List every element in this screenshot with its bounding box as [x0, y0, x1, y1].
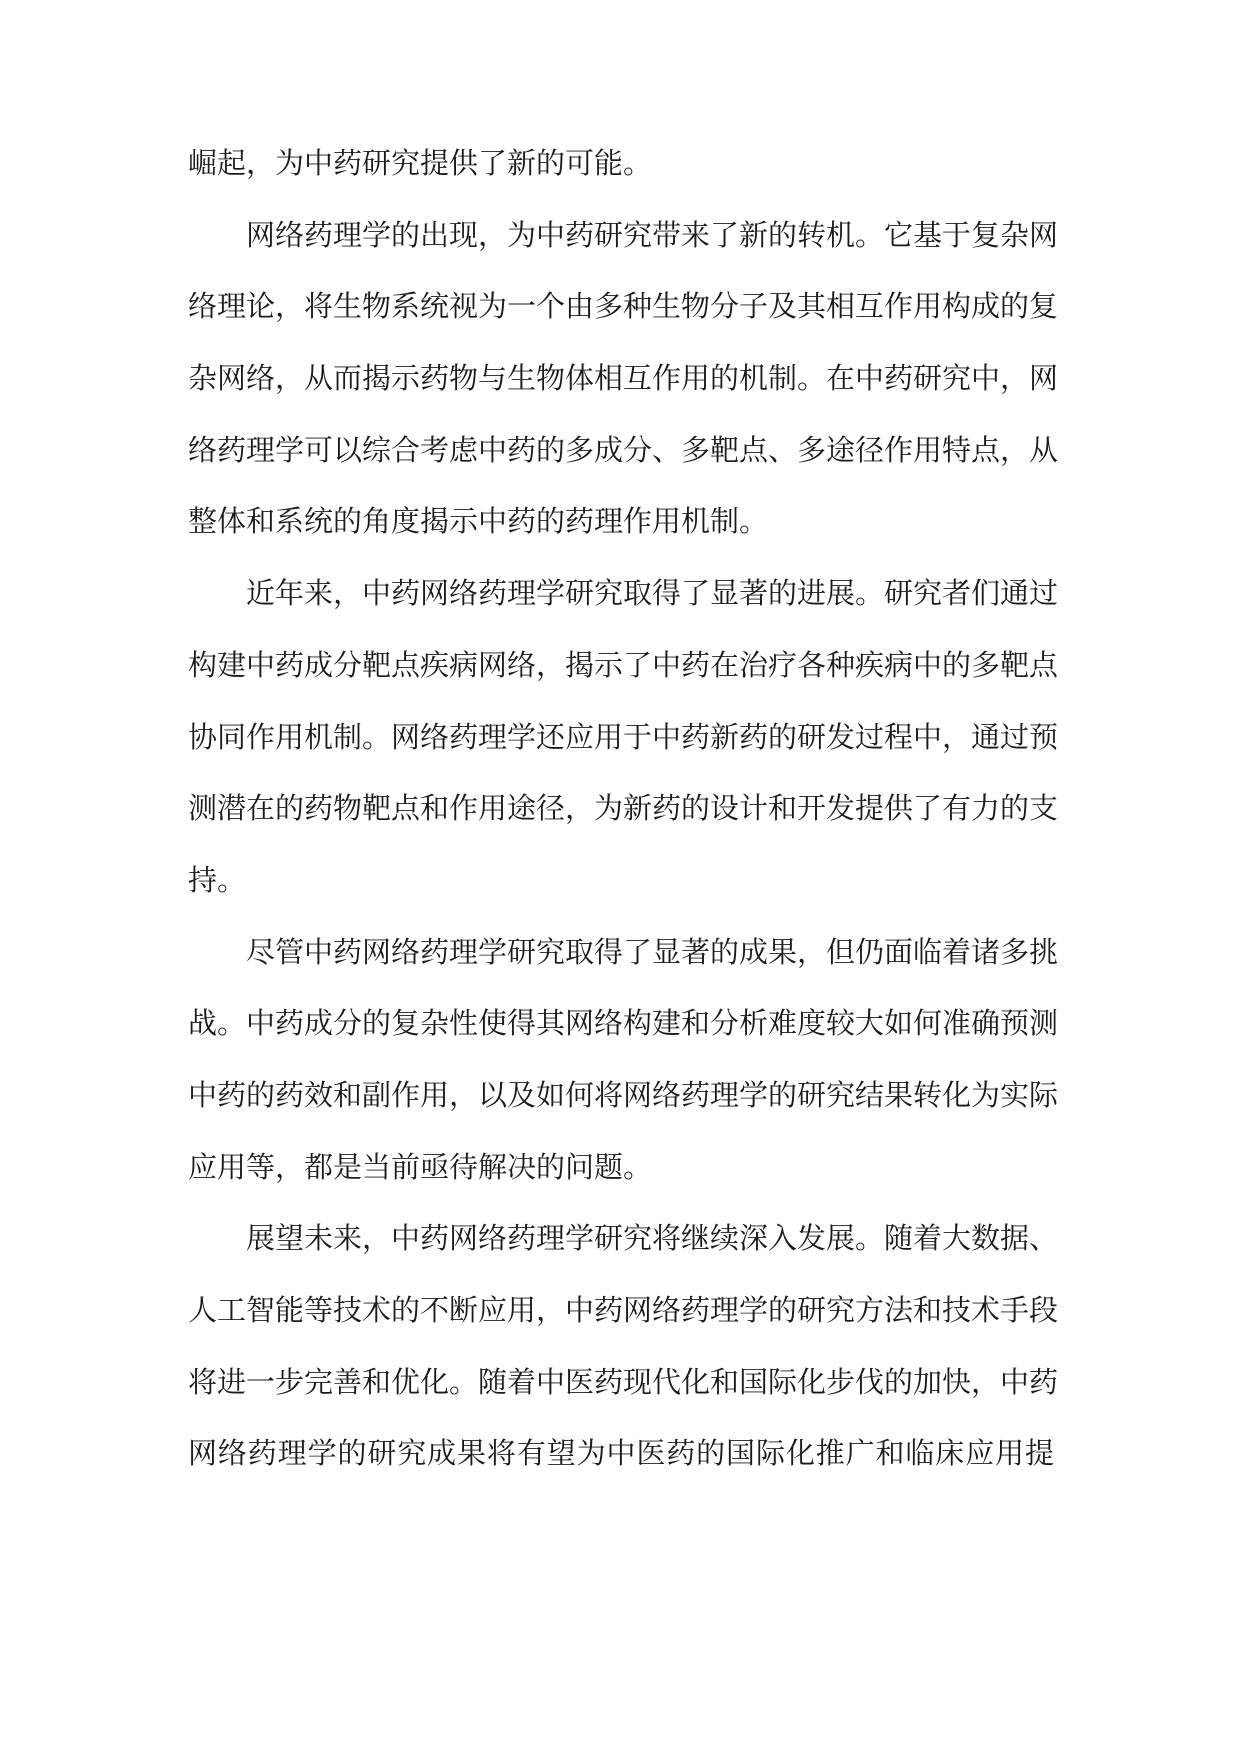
text-line: 尽管中药网络药理学研究取得了显著的成果，但仍面临着诸多挑 [246, 934, 1059, 969]
text-line: 人工智能等技术的不断应用，中药网络药理学的研究方法和技术手段 [188, 1293, 1059, 1327]
text-line: 战。中药成分的复杂性使得其网络构建和分析难度较大如何准确预测 [188, 1006, 1059, 1041]
text-line: 展望未来，中药网络药理学研究将继续深入发展。随着大数据、 [246, 1221, 1059, 1256]
text-line: 持。 [188, 862, 247, 897]
body-text [188, 143, 1059, 1505]
text-line: 将进一步完善和优化。随着中医药现代化和国际化步伐的加快，中药 [188, 1364, 1059, 1399]
text-line: 整体和系统的角度揭示中药的药理作用机制。 [188, 504, 769, 539]
text-line: 杂网络，从而揭示药物与生物体相互作用的机制。在中药研究中，网 [188, 361, 1059, 396]
text-line: 测潜在的药物靶点和作用途径，为新药的设计和开发提供了有力的支 [188, 791, 1059, 826]
text-line: 网络药理学的研究成果将有望为中医药的国际化推广和临床应用提 [188, 1436, 1054, 1471]
text-line: 应用等，都是当前亟待解决的问题。 [188, 1149, 653, 1184]
text-line: 络理论，将生物系统视为一个由多种生物分子及其相互作用构成的复 [188, 289, 1059, 324]
text-line: 网络药理学的出现，为中药研究带来了新的转机。它基于复杂网 [246, 217, 1059, 252]
text-line: 协同作用机制。网络药理学还应用于中药新药的研发过程中，通过预 [188, 719, 1059, 754]
text-line: 构建中药成分靶点疾病网络，揭示了中药在治疗各种疾病中的多靶点 [188, 647, 1059, 682]
text-line: 近年来，中药网络药理学研究取得了显著的进展。研究者们通过 [246, 576, 1059, 611]
text-line: 崛起，为中药研究提供了新的可能。 [188, 146, 653, 180]
text-line: 中药的药效和副作用，以及如何将网络药理学的研究结果转化为实际 [188, 1077, 1059, 1112]
text-line: 络药理学可以综合考虑中药的多成分、多靶点、多途径作用特点，从 [188, 432, 1059, 467]
